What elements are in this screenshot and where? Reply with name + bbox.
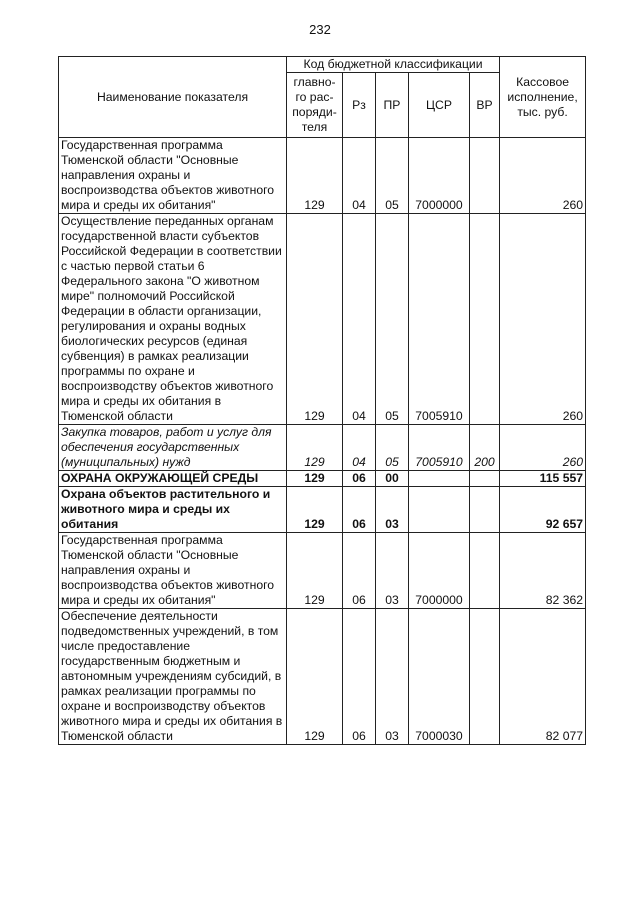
row-glavn: 129 (287, 487, 343, 533)
row-name: Государственная программа Тюменской области "Основные направления охраны и воспроизводства объектов животного мира и среды их обитания" (59, 138, 287, 214)
row-rz: 06 (343, 609, 376, 745)
header-name: Наименование показателя (59, 57, 287, 138)
row-vr (470, 487, 500, 533)
row-rz: 06 (343, 487, 376, 533)
row-name: Закупка товаров, работ и услуг для обеспечения государственных (муниципальных) нужд (59, 425, 287, 471)
row-amount: 260 (500, 425, 586, 471)
row-amount: 260 (500, 138, 586, 214)
row-vr (470, 138, 500, 214)
row-csr (409, 487, 470, 533)
header-vr: ВР (470, 73, 500, 138)
row-csr: 7005910 (409, 214, 470, 425)
budget-execution-table (58, 56, 586, 745)
row-glavn: 129 (287, 425, 343, 471)
header-glavn: главно- го рас- поряди- теля (287, 73, 343, 138)
row-amount: 260 (500, 214, 586, 425)
row-vr (470, 609, 500, 745)
row-pr: 05 (376, 138, 409, 214)
row-glavn: 129 (287, 533, 343, 609)
row-pr: 03 (376, 487, 409, 533)
header-code-group: Код бюджетной классификации (287, 57, 500, 73)
header-amount: Кассовое исполнение, тыс. руб. (500, 57, 586, 138)
row-vr: 200 (470, 425, 500, 471)
row-rz: 04 (343, 138, 376, 214)
header-rz: Рз (343, 73, 376, 138)
table-row (59, 425, 586, 471)
row-amount: 82 077 (500, 609, 586, 745)
row-pr: 05 (376, 425, 409, 471)
row-amount: 115 557 (500, 471, 586, 487)
header-pr: ПР (376, 73, 409, 138)
row-name: Осуществление переданных органам государственной власти субъектов Российской Федерации в соответствии с частью первой статьи 6 Федерального закона "О животном мире" полномочий Российской Федерации в области организации, регулирования и охраны водных биологических ресурсов (единая субвенция) в рамках реализации программы по охране и воспроизводству объектов животного мира и среды их обитания в Тюменской области (59, 214, 287, 425)
row-rz: 06 (343, 471, 376, 487)
row-glavn: 129 (287, 138, 343, 214)
row-csr: 7000000 (409, 138, 470, 214)
table-row (59, 214, 586, 425)
table-row (59, 609, 586, 745)
row-csr: 7000000 (409, 533, 470, 609)
table-row (59, 471, 586, 487)
row-name: Охрана объектов растительного и животного мира и среды их обитания (59, 487, 287, 533)
row-pr: 03 (376, 609, 409, 745)
row-pr: 05 (376, 214, 409, 425)
row-glavn: 129 (287, 609, 343, 745)
row-rz: 06 (343, 533, 376, 609)
row-glavn: 129 (287, 214, 343, 425)
table-row (59, 487, 586, 533)
header-csr: ЦСР (409, 73, 470, 138)
row-csr: 7000030 (409, 609, 470, 745)
row-csr (409, 471, 470, 487)
row-vr (470, 533, 500, 609)
table-row (59, 138, 586, 214)
row-amount: 82 362 (500, 533, 586, 609)
row-vr (470, 214, 500, 425)
table-row (59, 533, 586, 609)
row-pr: 03 (376, 533, 409, 609)
row-rz: 04 (343, 214, 376, 425)
page-number: 232 (309, 22, 331, 37)
row-glavn: 129 (287, 471, 343, 487)
row-name: Государственная программа Тюменской области "Основные направления охраны и воспроизводства объектов животного мира и среды их обитания" (59, 533, 287, 609)
row-amount: 92 657 (500, 487, 586, 533)
row-name: ОХРАНА ОКРУЖАЮЩЕЙ СРЕДЫ (59, 471, 287, 487)
row-pr: 00 (376, 471, 409, 487)
row-vr (470, 471, 500, 487)
row-csr: 7005910 (409, 425, 470, 471)
row-name: Обеспечение деятельности подведомственных учреждений, в том числе предоставление государственным бюджетным и автономным учреждениям субсидий, в рамках реализации программы по охране и воспроизводству объектов животного мира и среды их обитания в Тюменской области (59, 609, 287, 745)
row-rz: 04 (343, 425, 376, 471)
